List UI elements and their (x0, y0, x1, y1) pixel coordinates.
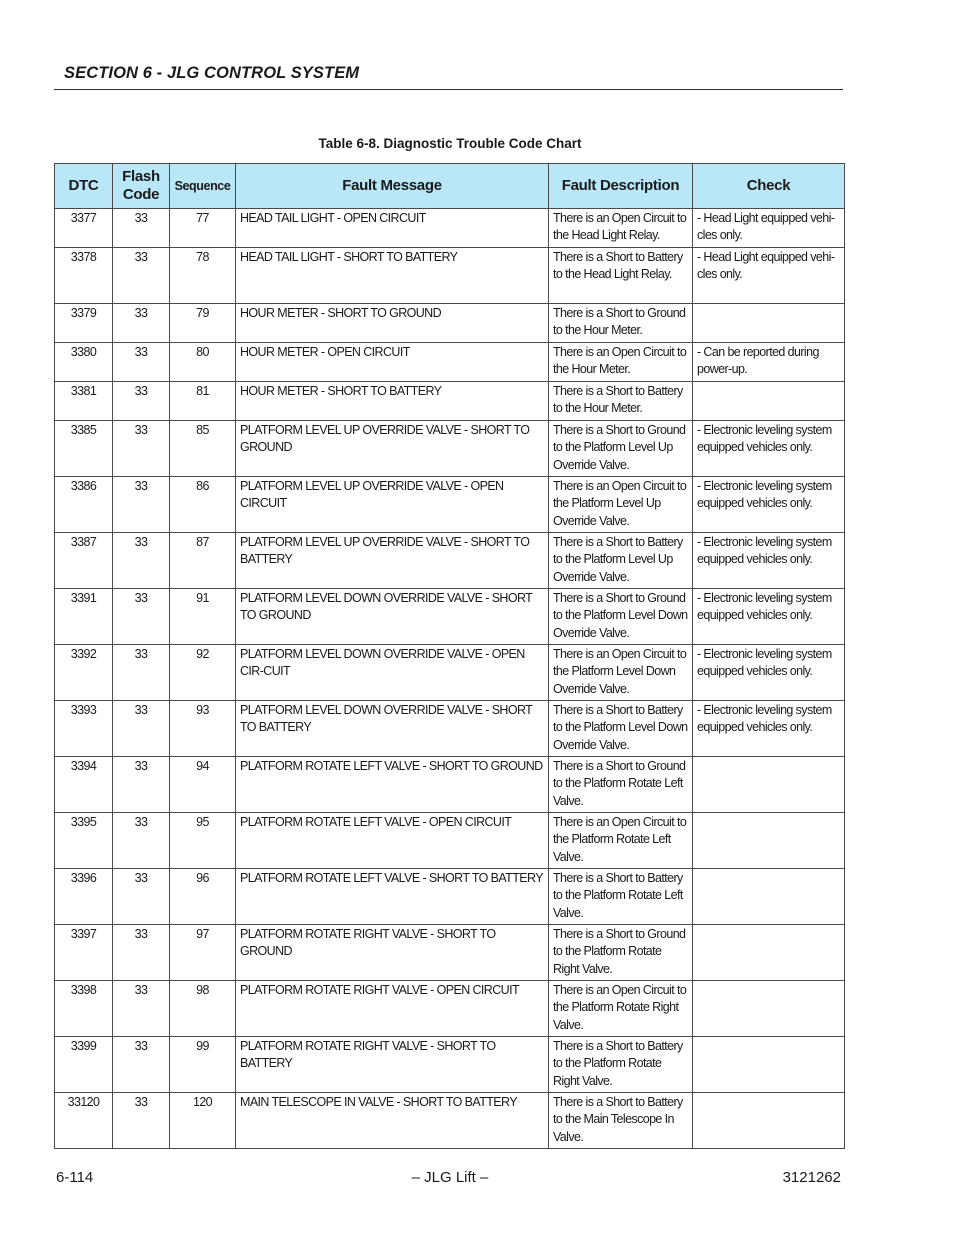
section-header: SECTION 6 - JLG CONTROL SYSTEM (64, 64, 360, 82)
dtc-table (54, 163, 845, 1149)
cell-sequence: 98 (170, 981, 236, 1037)
table-row (55, 248, 845, 304)
cell-dtc: 3377 (55, 209, 113, 248)
cell-fault-message: PLATFORM ROTATE LEFT VALVE - SHORT TO BATTERY (236, 869, 549, 925)
footer-center: – JLG Lift – (411, 1169, 489, 1186)
cell-check: - Electronic leveling system equipped vehicles only. (693, 421, 845, 477)
cell-fault-description: There is a Short to Ground to the Platform Level Down Override Valve. (549, 589, 693, 645)
cell-sequence: 86 (170, 477, 236, 533)
cell-fault-message: PLATFORM LEVEL DOWN OVERRIDE VALVE - SHORT TO BATTERY (236, 701, 549, 757)
col-header-fault-description: Fault Description (549, 164, 693, 209)
table-row (55, 1037, 845, 1093)
cell-dtc: 3378 (55, 248, 113, 304)
cell-fault-message: PLATFORM ROTATE LEFT VALVE - SHORT TO GROUND (236, 757, 549, 813)
cell-dtc: 3393 (55, 701, 113, 757)
table-row (55, 304, 845, 343)
cell-dtc: 3394 (55, 757, 113, 813)
col-header-dtc: DTC (55, 164, 113, 209)
cell-fault-description: There is a Short to Ground to the Platform Rotate Right Valve. (549, 925, 693, 981)
cell-fault-message: HOUR METER - SHORT TO GROUND (236, 304, 549, 343)
cell-fault-description: There is a Short to Battery to the Platform Rotate Left Valve. (549, 869, 693, 925)
cell-sequence: 79 (170, 304, 236, 343)
cell-flash-code: 33 (113, 1037, 170, 1093)
cell-fault-message: PLATFORM LEVEL DOWN OVERRIDE VALVE - OPEN CIR-CUIT (236, 645, 549, 701)
cell-flash-code: 33 (113, 382, 170, 421)
cell-sequence: 97 (170, 925, 236, 981)
cell-dtc: 3381 (55, 382, 113, 421)
cell-fault-description: There is a Short to Ground to the Platform Rotate Left Valve. (549, 757, 693, 813)
cell-sequence: 92 (170, 645, 236, 701)
cell-dtc: 3387 (55, 533, 113, 589)
cell-dtc: 3379 (55, 304, 113, 343)
cell-sequence: 94 (170, 757, 236, 813)
cell-fault-description: There is an Open Circuit to the Platform Level Up Override Valve. (549, 477, 693, 533)
table-row (55, 813, 845, 869)
cell-dtc: 3395 (55, 813, 113, 869)
table-row (55, 533, 845, 589)
cell-flash-code: 33 (113, 981, 170, 1037)
table-header-row (55, 164, 845, 209)
col-header-check: Check (693, 164, 845, 209)
cell-fault-description: There is an Open Circuit to the Platform Level Down Override Valve. (549, 645, 693, 701)
cell-fault-message: HOUR METER - OPEN CIRCUIT (236, 343, 549, 382)
cell-fault-description: There is an Open Circuit to the Platform Rotate Left Valve. (549, 813, 693, 869)
cell-fault-description: There is a Short to Battery to the Head Light Relay. (549, 248, 693, 304)
cell-fault-message: PLATFORM ROTATE RIGHT VALVE - SHORT TO GROUND (236, 925, 549, 981)
cell-dtc: 33120 (55, 1093, 113, 1149)
cell-flash-code: 33 (113, 477, 170, 533)
table-row (55, 343, 845, 382)
cell-fault-message: HEAD TAIL LIGHT - OPEN CIRCUIT (236, 209, 549, 248)
cell-check: - Electronic leveling system equipped vehicles only. (693, 477, 845, 533)
cell-flash-code: 33 (113, 757, 170, 813)
cell-check (693, 1037, 845, 1093)
cell-flash-code: 33 (113, 533, 170, 589)
table-row (55, 477, 845, 533)
cell-sequence: 95 (170, 813, 236, 869)
cell-sequence: 80 (170, 343, 236, 382)
cell-check: - Head Light equipped vehi-cles only. (693, 209, 845, 248)
cell-flash-code: 33 (113, 343, 170, 382)
cell-fault-message: HEAD TAIL LIGHT - SHORT TO BATTERY (236, 248, 549, 304)
cell-sequence: 96 (170, 869, 236, 925)
cell-check (693, 813, 845, 869)
cell-dtc: 3380 (55, 343, 113, 382)
cell-sequence: 87 (170, 533, 236, 589)
cell-flash-code: 33 (113, 209, 170, 248)
cell-sequence: 85 (170, 421, 236, 477)
cell-dtc: 3386 (55, 477, 113, 533)
cell-flash-code: 33 (113, 589, 170, 645)
table-row (55, 701, 845, 757)
table-title: Table 6-8. Diagnostic Trouble Code Chart (318, 136, 582, 151)
cell-fault-description: There is an Open Circuit to the Platform Rotate Right Valve. (549, 981, 693, 1037)
cell-fault-message: HOUR METER - SHORT TO BATTERY (236, 382, 549, 421)
table-row (55, 645, 845, 701)
col-header-fault-message: Fault Message (236, 164, 549, 209)
cell-sequence: 99 (170, 1037, 236, 1093)
cell-dtc: 3397 (55, 925, 113, 981)
cell-flash-code: 33 (113, 1093, 170, 1149)
cell-fault-description: There is a Short to Ground to the Platform Level Up Override Valve. (549, 421, 693, 477)
cell-fault-message: PLATFORM LEVEL DOWN OVERRIDE VALVE - SHORT TO GROUND (236, 589, 549, 645)
cell-check: - Head Light equipped vehi-cles only. (693, 248, 845, 304)
cell-check (693, 869, 845, 925)
cell-fault-message: PLATFORM ROTATE RIGHT VALVE - OPEN CIRCUIT (236, 981, 549, 1037)
cell-fault-description: There is an Open Circuit to the Hour Meter. (549, 343, 693, 382)
cell-flash-code: 33 (113, 304, 170, 343)
cell-dtc: 3396 (55, 869, 113, 925)
cell-fault-description: There is a Short to Ground to the Hour Meter. (549, 304, 693, 343)
cell-flash-code: 33 (113, 421, 170, 477)
cell-flash-code: 33 (113, 869, 170, 925)
cell-fault-description: There is a Short to Battery to the Platform Level Down Override Valve. (549, 701, 693, 757)
cell-flash-code: 33 (113, 813, 170, 869)
cell-flash-code: 33 (113, 701, 170, 757)
cell-fault-description: There is a Short to Battery to the Hour Meter. (549, 382, 693, 421)
cell-sequence: 78 (170, 248, 236, 304)
cell-sequence: 91 (170, 589, 236, 645)
cell-check: - Electronic leveling system equipped vehicles only. (693, 589, 845, 645)
cell-fault-description: There is a Short to Battery to the Platform Rotate Right Valve. (549, 1037, 693, 1093)
col-header-flash-code: Flash Code (113, 164, 170, 209)
table-row (55, 869, 845, 925)
cell-dtc: 3391 (55, 589, 113, 645)
cell-fault-description: There is an Open Circuit to the Head Light Relay. (549, 209, 693, 248)
table-row (55, 925, 845, 981)
cell-dtc: 3398 (55, 981, 113, 1037)
cell-check (693, 304, 845, 343)
table-body (55, 209, 845, 1149)
cell-dtc: 3392 (55, 645, 113, 701)
table-row (55, 209, 845, 248)
cell-flash-code: 33 (113, 248, 170, 304)
col-header-sequence: Sequence (170, 164, 236, 209)
table-row (55, 1093, 845, 1149)
cell-check: - Can be reported during power-up. (693, 343, 845, 382)
cell-fault-message: PLATFORM LEVEL UP OVERRIDE VALVE - OPEN CIRCUIT (236, 477, 549, 533)
cell-check (693, 382, 845, 421)
cell-sequence: 77 (170, 209, 236, 248)
cell-fault-message: PLATFORM ROTATE RIGHT VALVE - SHORT TO BATTERY (236, 1037, 549, 1093)
table-row (55, 382, 845, 421)
cell-flash-code: 33 (113, 645, 170, 701)
cell-fault-message: PLATFORM LEVEL UP OVERRIDE VALVE - SHORT TO GROUND (236, 421, 549, 477)
cell-flash-code: 33 (113, 925, 170, 981)
table-row (55, 981, 845, 1037)
cell-fault-message: PLATFORM LEVEL UP OVERRIDE VALVE - SHORT TO BATTERY (236, 533, 549, 589)
header-rule (54, 89, 843, 90)
cell-check (693, 1093, 845, 1149)
cell-sequence: 81 (170, 382, 236, 421)
cell-fault-description: There is a Short to Battery to the Main Telescope In Valve. (549, 1093, 693, 1149)
cell-check: - Electronic leveling system equipped vehicles only. (693, 645, 845, 701)
footer-doc-number: 3121262 (782, 1169, 841, 1186)
cell-sequence: 120 (170, 1093, 236, 1149)
table-row (55, 589, 845, 645)
cell-check (693, 925, 845, 981)
cell-dtc: 3385 (55, 421, 113, 477)
cell-check (693, 757, 845, 813)
table-row (55, 757, 845, 813)
cell-check: - Electronic leveling system equipped vehicles only. (693, 533, 845, 589)
cell-fault-message: PLATFORM ROTATE LEFT VALVE - OPEN CIRCUIT (236, 813, 549, 869)
footer-page-number: 6-114 (56, 1169, 94, 1186)
cell-check (693, 981, 845, 1037)
table-row (55, 421, 845, 477)
cell-check: - Electronic leveling system equipped vehicles only. (693, 701, 845, 757)
cell-fault-message: MAIN TELESCOPE IN VALVE - SHORT TO BATTERY (236, 1093, 549, 1149)
cell-fault-description: There is a Short to Battery to the Platform Level Up Override Valve. (549, 533, 693, 589)
cell-dtc: 3399 (55, 1037, 113, 1093)
cell-sequence: 93 (170, 701, 236, 757)
